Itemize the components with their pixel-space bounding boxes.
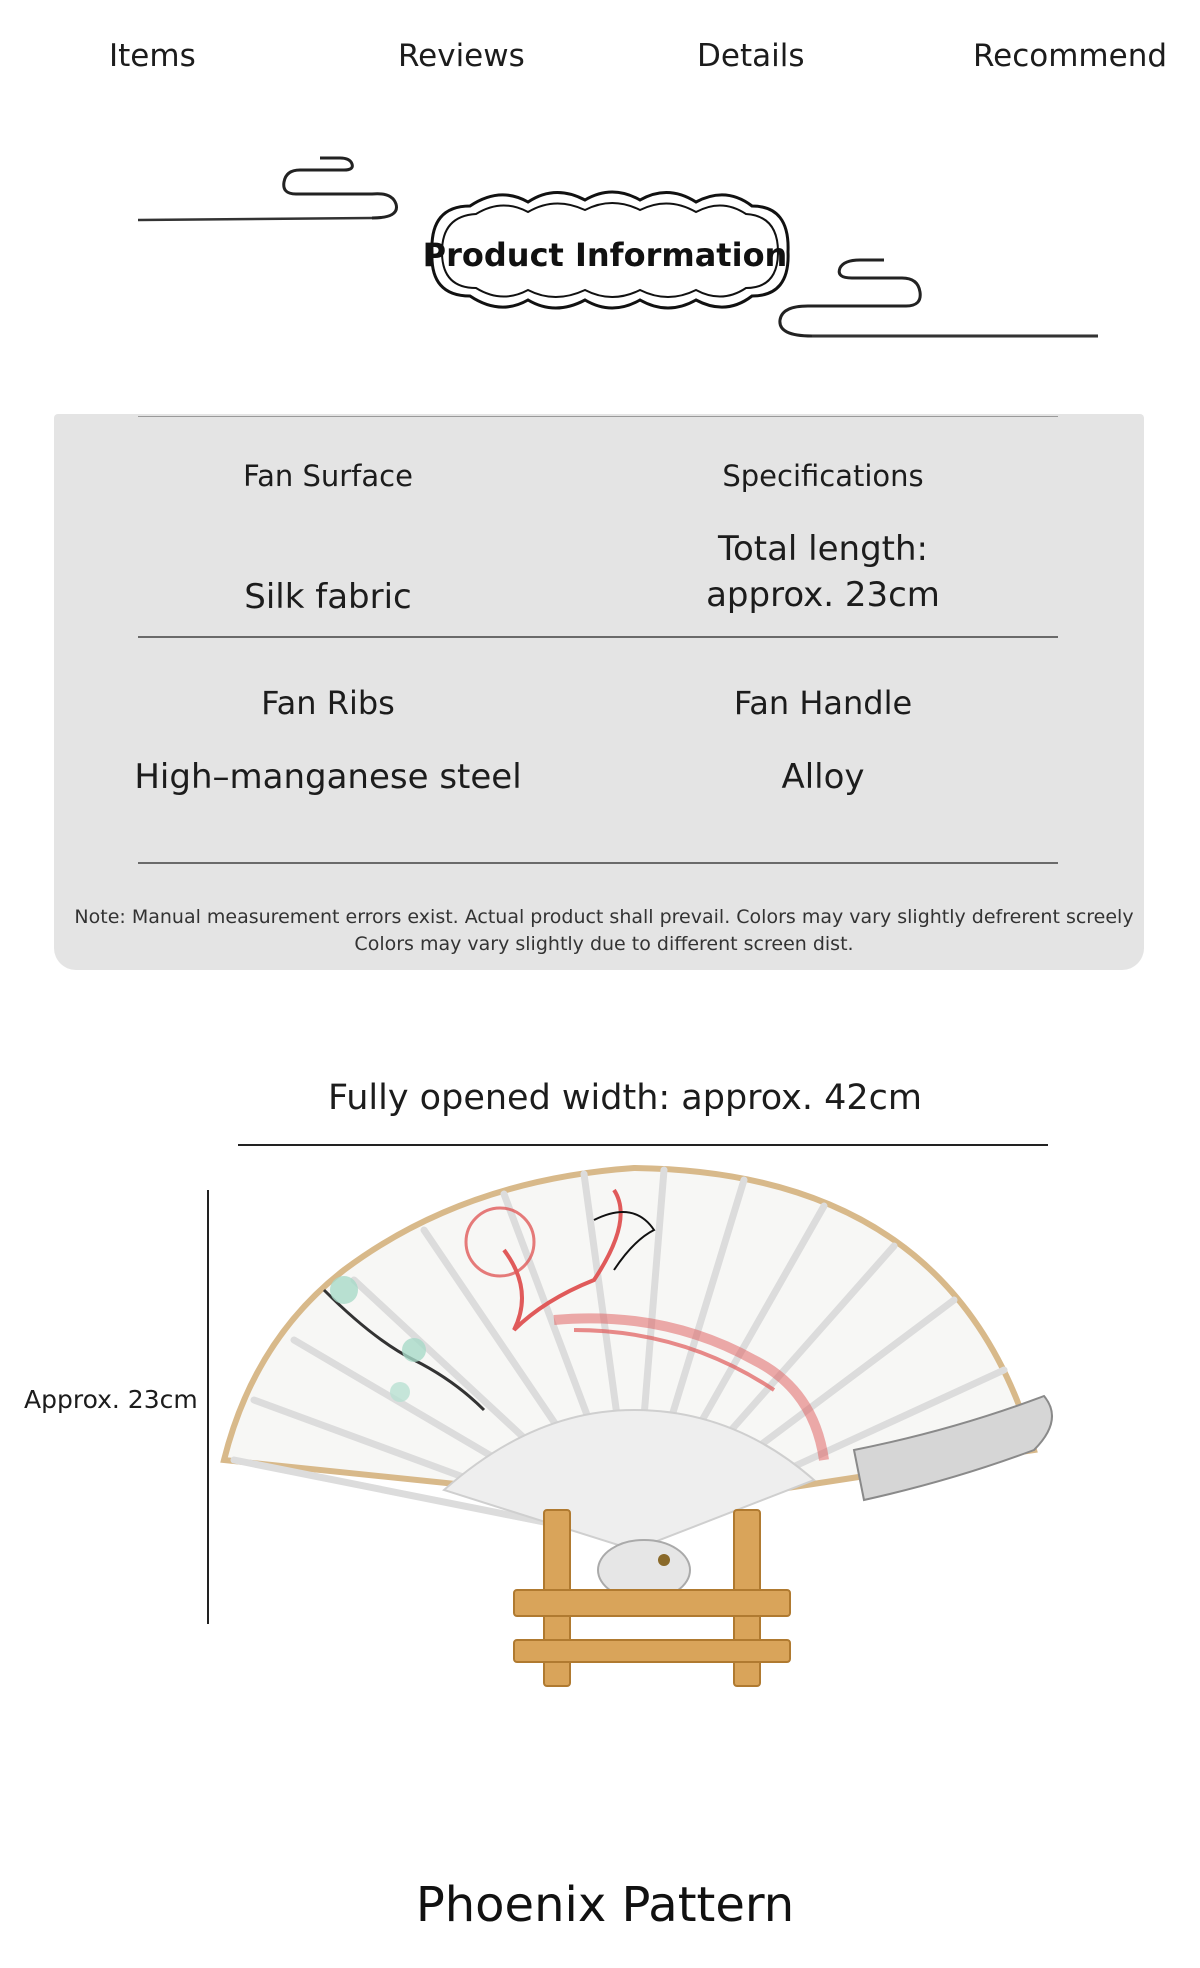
fan-ribs-value: High–manganese steel (134, 757, 522, 797)
tab-items[interactable]: Items (109, 38, 196, 74)
total-length-line: Total length: (717, 529, 929, 569)
height-dimension-line (207, 1190, 209, 1624)
fan-surface-value: Silk fabric (244, 577, 412, 617)
divider (138, 636, 1058, 638)
page-title: Product Information (422, 236, 788, 274)
tab-reviews[interactable]: Reviews (398, 38, 525, 74)
opened-width-label: Fully opened width: approx. 42cm (328, 1078, 922, 1118)
note-line-1: Note: Manual measurement errors exist. Actual product shall prevail. Colors may vary slightly defrerent screely (74, 906, 1134, 928)
fan-handle-value: Alloy (781, 757, 865, 797)
specifications-label: Specifications (722, 459, 924, 493)
divider (138, 862, 1058, 864)
fan-surface-label: Fan Surface (243, 459, 413, 493)
tab-recommend[interactable]: Recommend (973, 38, 1168, 74)
divider (138, 416, 1058, 417)
spec-panel (54, 414, 1144, 970)
pattern-name: Phoenix Pattern (415, 1877, 795, 1933)
top-tab-bar (0, 0, 1200, 112)
fan-ribs-label: Fan Ribs (261, 684, 395, 722)
measurement-note (74, 904, 1134, 958)
height-label: Approx. 23cm (24, 1385, 198, 1414)
folding-fan-image (214, 1160, 1064, 1700)
section-title-ornament (0, 140, 1200, 350)
tab-details[interactable]: Details (697, 38, 805, 74)
specifications-value (588, 526, 1058, 622)
note-line-2: Colors may vary slightly due to different screen dist. (354, 933, 854, 955)
width-dimension-line (238, 1144, 1048, 1146)
total-length-value: approx. 23cm (706, 575, 940, 615)
fan-handle-label: Fan Handle (733, 684, 913, 722)
